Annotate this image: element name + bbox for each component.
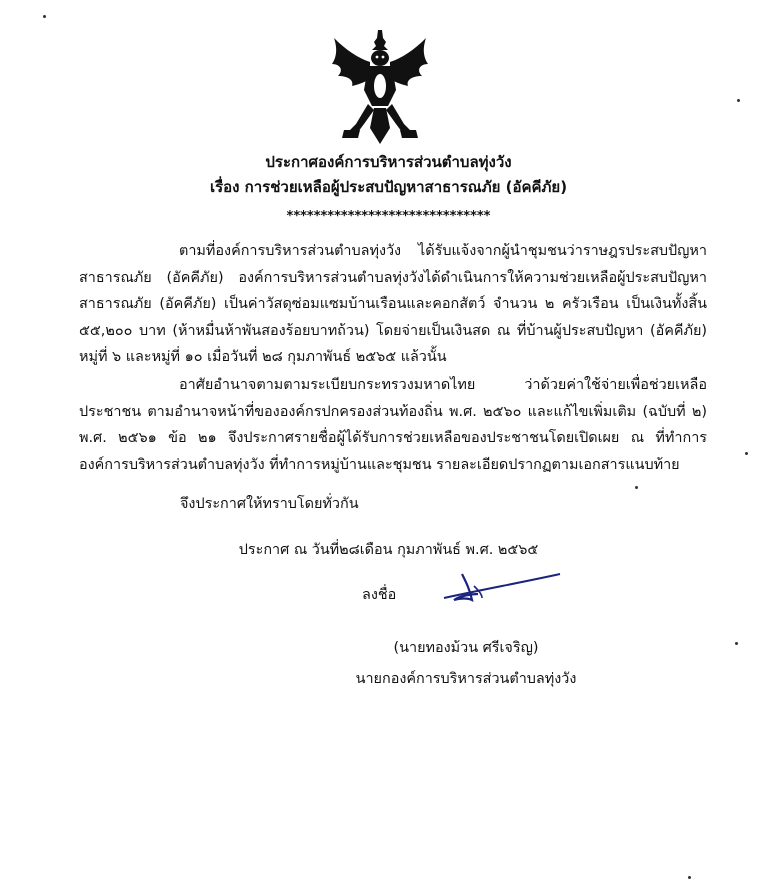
speck-mark [735, 642, 738, 645]
document-title: ประกาศองค์การบริหารส่วนตำบลทุ่งวัง [265, 153, 512, 171]
speck-mark [737, 99, 740, 102]
signer-position: นายกองค์การบริหารส่วนตำบลทุ่งวัง [355, 671, 577, 687]
body-paragraph-2: อาศัยอำนาจตามตามระเบียบกระทรวงมหาดไทย ว่าด้วยค่าใช้จ่ายเพื่อช่วยเหลือประชาชน ตามอำนาจหน้าที่ขององค์กรปกครองส่วนท้องถิ่น พ.ศ. ๒๕๖๐ และแก้ไขเพิ่มเติม (ฉบับที่ ๒) พ.ศ. ๒๕๖๑ ข้อ ๒๑ จึงประกาศรายชื่อผู้ได้รับการช่วยเหลือของประชาชนโดยเปิดเผย ณ ที่ทำการองค์การบริหารส่วนตำบลทุ่งวัง ที่ทำการหมู่บ้านและชุมชน รายละเอียดปรากฏตามเอกสารแนบท้าย [79, 377, 707, 473]
signature-label: ลงชื่อ [362, 587, 397, 603]
separator-line: ****************************** [286, 209, 491, 224]
speck-mark [635, 486, 638, 489]
body-paragraph-1: ตามที่องค์การบริหารส่วนตำบลทุ่งวัง ได้รับแจ้งจากผู้นำชุมชนว่าราษฎรประสบปัญหาสาธารณภัย (อัคคีภัย) องค์การบริหารส่วนตำบลทุ่งวังได้ดำเนินการให้ความช่วยเหลือผู้ประสบปัญหาสาธารณภัย (อัคคีภัย) เป็นค่าวัสดุซ่อมแซมบ้านเรือนและคอกสัตว์ จำนวน ๒ ครัวเรือน เป็นเงินทั้งสิ้น ๕๕,๒๐๐ บาท (ห้าหมื่นห้าพันสองร้อยบาทถ้วน) โดยจ่ายเป็นเงินสด ณ ที่บ้านผู้ประสบปัญหา (อัคคีภัย) หมู่ที่ ๖ และหมู่ที่ ๑๐ เมื่อวันที่ ๒๘ กุมภาพันธ์ ๒๕๖๕ แล้วนั้น [79, 243, 707, 365]
document-subject: เรื่อง การช่วยเหลือผู้ประสบปัญหาสาธารณภัย (อัคคีภัย) [209, 178, 568, 196]
body-paragraph-3: จึงประกาศให้ทราบโดยทั่วกัน [180, 496, 359, 512]
speck-mark [688, 876, 691, 879]
signer-name: (นายทองม้วน ศรีเจริญ) [393, 640, 539, 656]
garuda-emblem-icon [328, 28, 432, 146]
handwritten-signature [442, 568, 562, 608]
speck-mark [745, 452, 748, 455]
speck-mark [43, 15, 46, 18]
announcement-date: ประกาศ ณ วันที่๒๘เดือน กุมภาพันธ์ พ.ศ. ๒๕๖๕ [238, 542, 539, 558]
